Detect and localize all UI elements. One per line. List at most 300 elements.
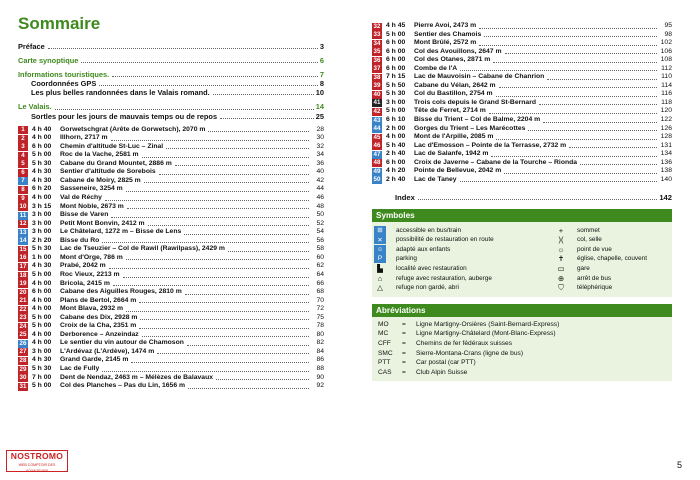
tour-number-badge: 1: [18, 126, 28, 134]
dot-leader: [580, 164, 657, 165]
tour-entry[interactable]: [18, 143, 324, 152]
dot-leader: [185, 294, 309, 295]
symbol-text: refuge avec restauration, auberge: [396, 274, 492, 282]
tour-entry[interactable]: [372, 82, 672, 91]
tour-duration: 5 h 30: [386, 90, 406, 98]
tour-number-badge: 43: [373, 116, 381, 124]
tour-entry[interactable]: [372, 90, 672, 99]
tour-number-badge: 10: [19, 203, 27, 211]
tour-entry[interactable]: [372, 48, 672, 57]
tour-number-badge: 13: [19, 228, 27, 236]
toc-entry-page: 14: [315, 102, 324, 112]
symbol-text: arrêt de bus: [577, 274, 612, 282]
tour-entry[interactable]: [372, 107, 672, 116]
tour-name: Lac de Mauvoisin – Cabane de Chanrion: [414, 73, 545, 81]
tour-entry[interactable]: [18, 228, 324, 237]
symbol-text: adapté aux enfants: [396, 245, 451, 253]
dot-leader: [460, 70, 657, 71]
tour-number-badge: 41: [373, 99, 381, 107]
symbol-row: [555, 225, 670, 235]
tour-entry[interactable]: [372, 39, 672, 48]
tour-name: Trois cols depuis le Grand St-Bernard: [414, 98, 536, 106]
summit-icon: +: [558, 225, 564, 235]
tour-duration: 4 h 00: [32, 296, 52, 304]
tour-name: Le sentier du vin autour de Chamoson: [60, 339, 184, 347]
dot-leader: [166, 148, 309, 149]
dot-leader: [48, 48, 318, 49]
bus-icon: ⊞: [374, 226, 386, 235]
dot-leader: [140, 319, 309, 320]
symbols-heading: Symboles: [372, 209, 672, 222]
tour-duration: 4 h 00: [32, 194, 52, 202]
tour-duration: 4 h 40: [32, 125, 52, 133]
toc-entry-label: Les plus belles randonnées dans le Valais romand.: [31, 88, 210, 98]
dot-leader: [113, 285, 309, 286]
tour-entry[interactable]: [372, 176, 672, 185]
page-number: 5: [676, 460, 682, 470]
symbol-text: point de vue: [577, 245, 612, 253]
tour-name: Roc Vieux, 2213 m: [60, 270, 120, 278]
abbreviation-key: SMC: [378, 349, 393, 357]
toc-entry[interactable]: [18, 42, 324, 51]
tour-number-badge: 49: [373, 167, 381, 175]
tour-entry[interactable]: [372, 65, 672, 74]
symbols-box: [372, 209, 672, 296]
tour-duration: 6 h 00: [386, 56, 406, 64]
tour-name: Sasseneire, 3254 m: [60, 185, 123, 193]
toc-entry-label: Préface: [18, 42, 45, 51]
dot-leader: [112, 76, 318, 77]
tour-number-badge: 15: [19, 245, 27, 253]
dot-leader: [127, 208, 309, 209]
abbreviation-row: [378, 358, 666, 368]
tour-number-badge: 23: [19, 314, 27, 322]
equals-sign: =: [402, 340, 406, 348]
toc-entry[interactable]: [18, 112, 324, 121]
dot-leader: [504, 173, 657, 174]
tour-entry[interactable]: [18, 348, 324, 357]
tour-duration: 4 h 30: [32, 168, 52, 176]
left-column: [18, 14, 324, 391]
symbol-row: [374, 245, 555, 255]
tour-page: 110: [661, 73, 672, 81]
dot-leader: [126, 191, 309, 192]
symbol-text: refuge non gardé, abri: [396, 284, 459, 292]
tour-name: Sentier des Chamois: [414, 30, 482, 38]
tour-entry[interactable]: [18, 297, 324, 306]
tour-duration: 4 h 00: [32, 330, 52, 338]
dot-leader: [216, 379, 309, 380]
tour-page: 36: [316, 159, 324, 167]
tour-entry[interactable]: [372, 167, 672, 176]
tour-entry[interactable]: [18, 220, 324, 229]
tour-number-badge: 18: [19, 271, 27, 279]
tour-number-badge: 8: [18, 186, 28, 194]
tour-entry[interactable]: [18, 331, 324, 340]
tour-list-right: [372, 22, 672, 184]
tour-duration: 3 h 00: [32, 347, 52, 355]
station-icon: ▭: [557, 264, 565, 274]
tour-name: Sentier d'altitude de Sorebois: [60, 168, 156, 176]
tour-page: 58: [316, 245, 324, 253]
tour-duration: 6 h 00: [386, 158, 406, 166]
tour-entry[interactable]: [18, 168, 324, 177]
equals-sign: =: [402, 320, 406, 328]
tour-page: 50: [316, 211, 324, 219]
dot-leader: [126, 259, 309, 260]
index-entry[interactable]: [372, 193, 672, 202]
symbol-text: église, chapelle, couvent: [577, 255, 647, 263]
tour-name: Cabane des Dix, 2928 m: [60, 313, 138, 321]
toc-entry[interactable]: [18, 88, 324, 97]
tour-number-badge: 21: [19, 297, 27, 305]
tour-page: 82: [316, 339, 324, 347]
tour-name: Croix de la Cha, 2351 m: [60, 322, 137, 330]
toc-entry[interactable]: [18, 56, 324, 65]
tour-name: Mont Noble, 2673 m: [60, 202, 124, 210]
tour-number-badge: 11: [19, 211, 27, 219]
symbol-text: localité avec restauration: [396, 265, 467, 273]
tour-name: L'Ardévaz (L'Ardève), 1474 m: [60, 347, 155, 355]
symbol-row: [374, 254, 555, 264]
tour-duration: 6 h 00: [32, 288, 52, 296]
tour-duration: 4 h 30: [32, 176, 52, 184]
dot-leader: [139, 302, 309, 303]
symbol-text: gare: [577, 265, 590, 273]
tour-number-badge: 27: [19, 348, 27, 356]
tour-entry[interactable]: [18, 194, 324, 203]
tour-name: Plans de Bertol, 2664 m: [60, 296, 137, 304]
dot-leader: [126, 311, 309, 312]
toc-entry-label: Le Valais.: [18, 102, 52, 112]
tour-number-badge: 26: [19, 339, 27, 347]
church-icon: ✝: [557, 254, 565, 264]
tour-page: 95: [664, 22, 672, 29]
tour-entry[interactable]: [18, 382, 324, 391]
tour-entry[interactable]: [372, 22, 672, 31]
village-icon: ▙: [377, 264, 383, 274]
tour-name: Illhorn, 2717 m: [60, 134, 108, 142]
tour-name: Col des Planches – Pas du Lin, 1656 m: [60, 382, 186, 390]
tour-page: 106: [660, 47, 672, 55]
tour-page: 46: [316, 194, 324, 202]
symbol-row: [374, 273, 555, 283]
dot-leader: [111, 217, 309, 218]
tour-page: 70: [316, 296, 324, 304]
tour-page: 98: [664, 30, 672, 38]
equals-sign: =: [402, 330, 406, 338]
symbol-row: [555, 283, 670, 293]
tour-page: 131: [660, 141, 672, 149]
tour-number-badge: 25: [19, 331, 27, 339]
tour-entry[interactable]: [18, 203, 324, 212]
tour-number-badge: 44: [373, 125, 381, 133]
symbol-text: parking: [396, 255, 417, 263]
toc-entry-page: 25: [315, 111, 324, 121]
dot-leader: [418, 199, 657, 200]
tour-entry[interactable]: [372, 99, 672, 108]
tour-page: 88: [316, 364, 324, 372]
symbol-row: [555, 245, 670, 255]
tour-name: Lac de Salanfe, 1942 m: [414, 150, 489, 158]
tour-number-badge: 19: [19, 280, 27, 288]
symbol-text: accessible en bus/train: [396, 226, 462, 234]
tour-number-badge: 38: [373, 73, 381, 81]
abbreviation-value: Chemins de fer fédéraux suisses: [416, 340, 513, 348]
abbreviations-list: [372, 317, 672, 382]
tour-name: Bricola, 2415 m: [60, 279, 110, 287]
tour-page: 114: [661, 81, 672, 89]
parking-icon: P: [374, 254, 386, 263]
tour-entry[interactable]: [18, 339, 324, 348]
tour-page: 68: [316, 288, 324, 296]
tour-name: Bisse du Trient – Col de Balme, 2204 m: [414, 116, 541, 124]
tour-entry[interactable]: [18, 237, 324, 246]
tour-entry[interactable]: [18, 151, 324, 160]
abbreviation-row: [378, 348, 666, 358]
tour-page: 54: [316, 228, 324, 236]
toc-entry-page: 6: [319, 56, 324, 66]
tour-entry[interactable]: [18, 134, 324, 143]
tour-list-left: [18, 126, 324, 391]
tour-page: 42: [316, 176, 324, 184]
bus-stop-icon: ⊕: [557, 273, 565, 283]
abbreviations-heading: Abréviations: [372, 304, 672, 317]
tour-number-badge: 2: [18, 135, 28, 143]
toc-sections: [18, 42, 324, 126]
tour-duration: 2 h 20: [32, 236, 52, 244]
tour-name: Petit Mont Bonvin, 2412 m: [60, 219, 145, 227]
dot-leader: [148, 225, 309, 226]
tour-name: Mont Blava, 2932 m: [60, 305, 124, 313]
symbol-row: [374, 225, 555, 235]
toc-entry-page: 8: [319, 79, 324, 89]
tour-entry[interactable]: [372, 31, 672, 40]
tour-entry[interactable]: [18, 254, 324, 263]
dot-leader: [213, 94, 314, 95]
abbreviations-box: [372, 304, 672, 382]
abbreviation-value: Ligne Martigny-Châtelard (Mont-Blanc-Express): [416, 330, 556, 338]
tour-duration: 2 h 00: [386, 124, 406, 132]
tour-name: Mont Brûlé, 2572 m: [414, 39, 477, 47]
dot-leader: [484, 36, 657, 37]
tour-number-badge: 5: [18, 160, 28, 168]
tour-entry[interactable]: [18, 160, 324, 169]
dot-leader: [111, 140, 309, 141]
tour-page: 30: [316, 134, 324, 142]
tour-page: 28: [316, 125, 324, 133]
tour-duration: 5 h 00: [386, 107, 406, 115]
tour-number-badge: 46: [373, 142, 381, 150]
tour-entry[interactable]: [18, 374, 324, 383]
tour-duration: 5 h 00: [32, 313, 52, 321]
toc-entry-page: 3: [319, 42, 324, 51]
logo-tagline: WEB COMPTOIR DES VOYAGEURS: [18, 463, 56, 473]
tour-page: 92: [316, 382, 324, 390]
tour-name: Cabane du Grand Mountet, 2886 m: [60, 159, 172, 167]
tour-duration: 5 h 30: [32, 245, 52, 253]
symbol-text: possibilité de restauration en route: [396, 236, 494, 244]
tour-entry[interactable]: [18, 280, 324, 289]
tour-entry[interactable]: [18, 314, 324, 323]
symbol-row: [374, 235, 555, 245]
tour-page: 136: [660, 158, 672, 166]
tour-entry[interactable]: [18, 271, 324, 280]
tour-page: 128: [660, 133, 672, 141]
tour-page: 108: [660, 56, 672, 64]
tour-name: Mont d'Orge, 786 m: [60, 253, 123, 261]
toc-entry[interactable]: [18, 70, 324, 79]
tour-entry[interactable]: [372, 73, 672, 82]
tour-duration: 4 h 00: [32, 305, 52, 313]
abbreviation-value: Sierre-Montana-Crans (ligne de bus): [416, 349, 524, 357]
tour-number-badge: 50: [373, 176, 381, 184]
publisher-logo: [6, 450, 68, 472]
children-icon: ☺: [374, 245, 386, 254]
abbreviation-key: CFF: [378, 340, 391, 348]
symbol-row: [555, 235, 670, 245]
tour-entry[interactable]: [18, 365, 324, 374]
cablecar-icon: ⛉: [558, 282, 564, 292]
tour-page: 60: [316, 253, 324, 261]
tour-entry[interactable]: [18, 211, 324, 220]
abbreviation-row: [378, 368, 666, 378]
tour-name: Lac d'Emosson – Pointe de la Terrasse, 2732 m: [414, 141, 567, 149]
tour-entry[interactable]: [372, 56, 672, 65]
dot-leader: [102, 371, 309, 372]
abbreviation-row: [378, 329, 666, 339]
tour-duration: 3 h 00: [32, 219, 52, 227]
dot-leader: [539, 104, 657, 105]
dot-leader: [184, 234, 309, 235]
symbol-row: [555, 264, 670, 274]
tour-entry[interactable]: [372, 116, 672, 125]
dot-leader: [81, 62, 318, 63]
tour-entry[interactable]: [18, 322, 324, 331]
dot-leader: [159, 174, 309, 175]
toc-entry[interactable]: [18, 102, 324, 111]
equals-sign: =: [402, 349, 406, 357]
tour-entry[interactable]: [372, 142, 672, 151]
tour-page: 75: [316, 313, 324, 321]
tour-name: Derborence – Anzeindaz: [60, 330, 139, 338]
dot-leader: [105, 200, 309, 201]
tour-duration: 4 h 20: [386, 167, 406, 175]
tour-entry[interactable]: [18, 288, 324, 297]
dot-leader: [528, 130, 657, 131]
dot-leader: [99, 85, 318, 86]
tour-page: 52: [316, 219, 324, 227]
tour-name: Gorwetschgrat (Arête de Gorwetsch), 2070 m: [60, 125, 206, 133]
toc-entry-page: 10: [315, 88, 324, 98]
toc-entry[interactable]: [18, 79, 324, 88]
tour-number-badge: 45: [373, 133, 381, 141]
abbreviation-value: Ligne Martigny-Orsières (Saint-Bernard-Express): [416, 320, 560, 328]
tour-duration: 6 h 00: [386, 47, 406, 55]
dot-leader: [505, 53, 657, 54]
abbreviation-key: MO: [378, 320, 389, 328]
tour-page: 122: [660, 116, 672, 124]
tour-entry[interactable]: [372, 159, 672, 168]
index-page: 142: [659, 193, 672, 203]
symbol-row: [555, 254, 670, 264]
tour-duration: 5 h 30: [32, 159, 52, 167]
tour-number-badge: 14: [19, 237, 27, 245]
tour-name: Col des Avouillons, 2647 m: [414, 47, 502, 55]
dot-leader: [142, 157, 309, 158]
tour-number-badge: 16: [19, 254, 27, 262]
tour-duration: 2 h 40: [386, 175, 406, 183]
dot-leader: [479, 45, 657, 46]
tour-page: 116: [661, 90, 672, 98]
symbol-text: sommet: [577, 226, 600, 234]
tour-number-badge: 22: [19, 305, 27, 313]
tour-duration: 4 h 00: [32, 339, 52, 347]
tour-name: Pierre Avoi, 2473 m: [414, 22, 477, 29]
tour-name: Tête de Ferret, 2714 m: [414, 107, 486, 115]
dot-leader: [208, 131, 309, 132]
tour-page: 118: [661, 98, 672, 106]
tour-number-badge: 30: [19, 374, 27, 382]
abbreviation-key: CAS: [378, 368, 392, 376]
tour-entry[interactable]: [372, 125, 672, 134]
tour-entry[interactable]: [18, 245, 324, 254]
tour-entry[interactable]: [18, 305, 324, 314]
dot-leader: [499, 87, 657, 88]
page-title: Sommaire: [18, 14, 101, 33]
tour-page: 126: [660, 124, 672, 132]
dot-leader: [228, 251, 309, 252]
tour-entry[interactable]: [18, 185, 324, 194]
tour-number-badge: 9: [18, 195, 28, 203]
tour-name: Cabane des Aiguilles Rouges, 2810 m: [60, 288, 182, 296]
tour-name: Lac de Taney: [414, 175, 457, 183]
tour-entry[interactable]: [372, 133, 672, 142]
tour-entry[interactable]: [18, 356, 324, 365]
tour-number-badge: 39: [373, 82, 381, 90]
tour-number-badge: 24: [19, 322, 27, 330]
dot-leader: [187, 345, 309, 346]
tour-name: Lac de Tseuzier – Col de Rawil (Rawilpass), 2429 m: [60, 245, 225, 253]
tour-duration: 3 h 00: [386, 98, 406, 106]
tour-duration: 4 h 30: [32, 356, 52, 364]
tour-number-badge: 7: [18, 177, 28, 185]
tour-duration: 3 h 15: [32, 202, 52, 210]
tour-number-badge: 6: [18, 169, 28, 177]
tour-entry[interactable]: [18, 177, 324, 186]
toc-entry-label: Coordonnées GPS: [31, 79, 97, 89]
symbol-text: col, selle: [577, 236, 602, 244]
tour-entry[interactable]: [18, 126, 324, 135]
tour-page: 72: [316, 305, 324, 313]
tour-duration: 4 h 00: [32, 134, 52, 142]
tour-entry[interactable]: [372, 150, 672, 159]
tour-entry[interactable]: [18, 262, 324, 271]
equals-sign: =: [402, 359, 406, 367]
tour-page: 120: [660, 107, 672, 115]
tour-number-badge: 17: [19, 262, 27, 270]
dot-leader: [496, 139, 657, 140]
tour-page: 40: [316, 168, 324, 176]
tour-name: Grand Garde, 2145 m: [60, 356, 129, 364]
tour-number-badge: 28: [19, 356, 27, 364]
tour-number-badge: 47: [373, 150, 381, 158]
tour-number-badge: 40: [373, 90, 381, 98]
tour-name: Le Châtelard, 1272 m – Bisse de Lens: [60, 228, 182, 236]
tour-duration: 6 h 20: [32, 185, 52, 193]
dot-leader: [543, 122, 657, 123]
toc-entry-label: Informations touristiques.: [18, 70, 110, 80]
